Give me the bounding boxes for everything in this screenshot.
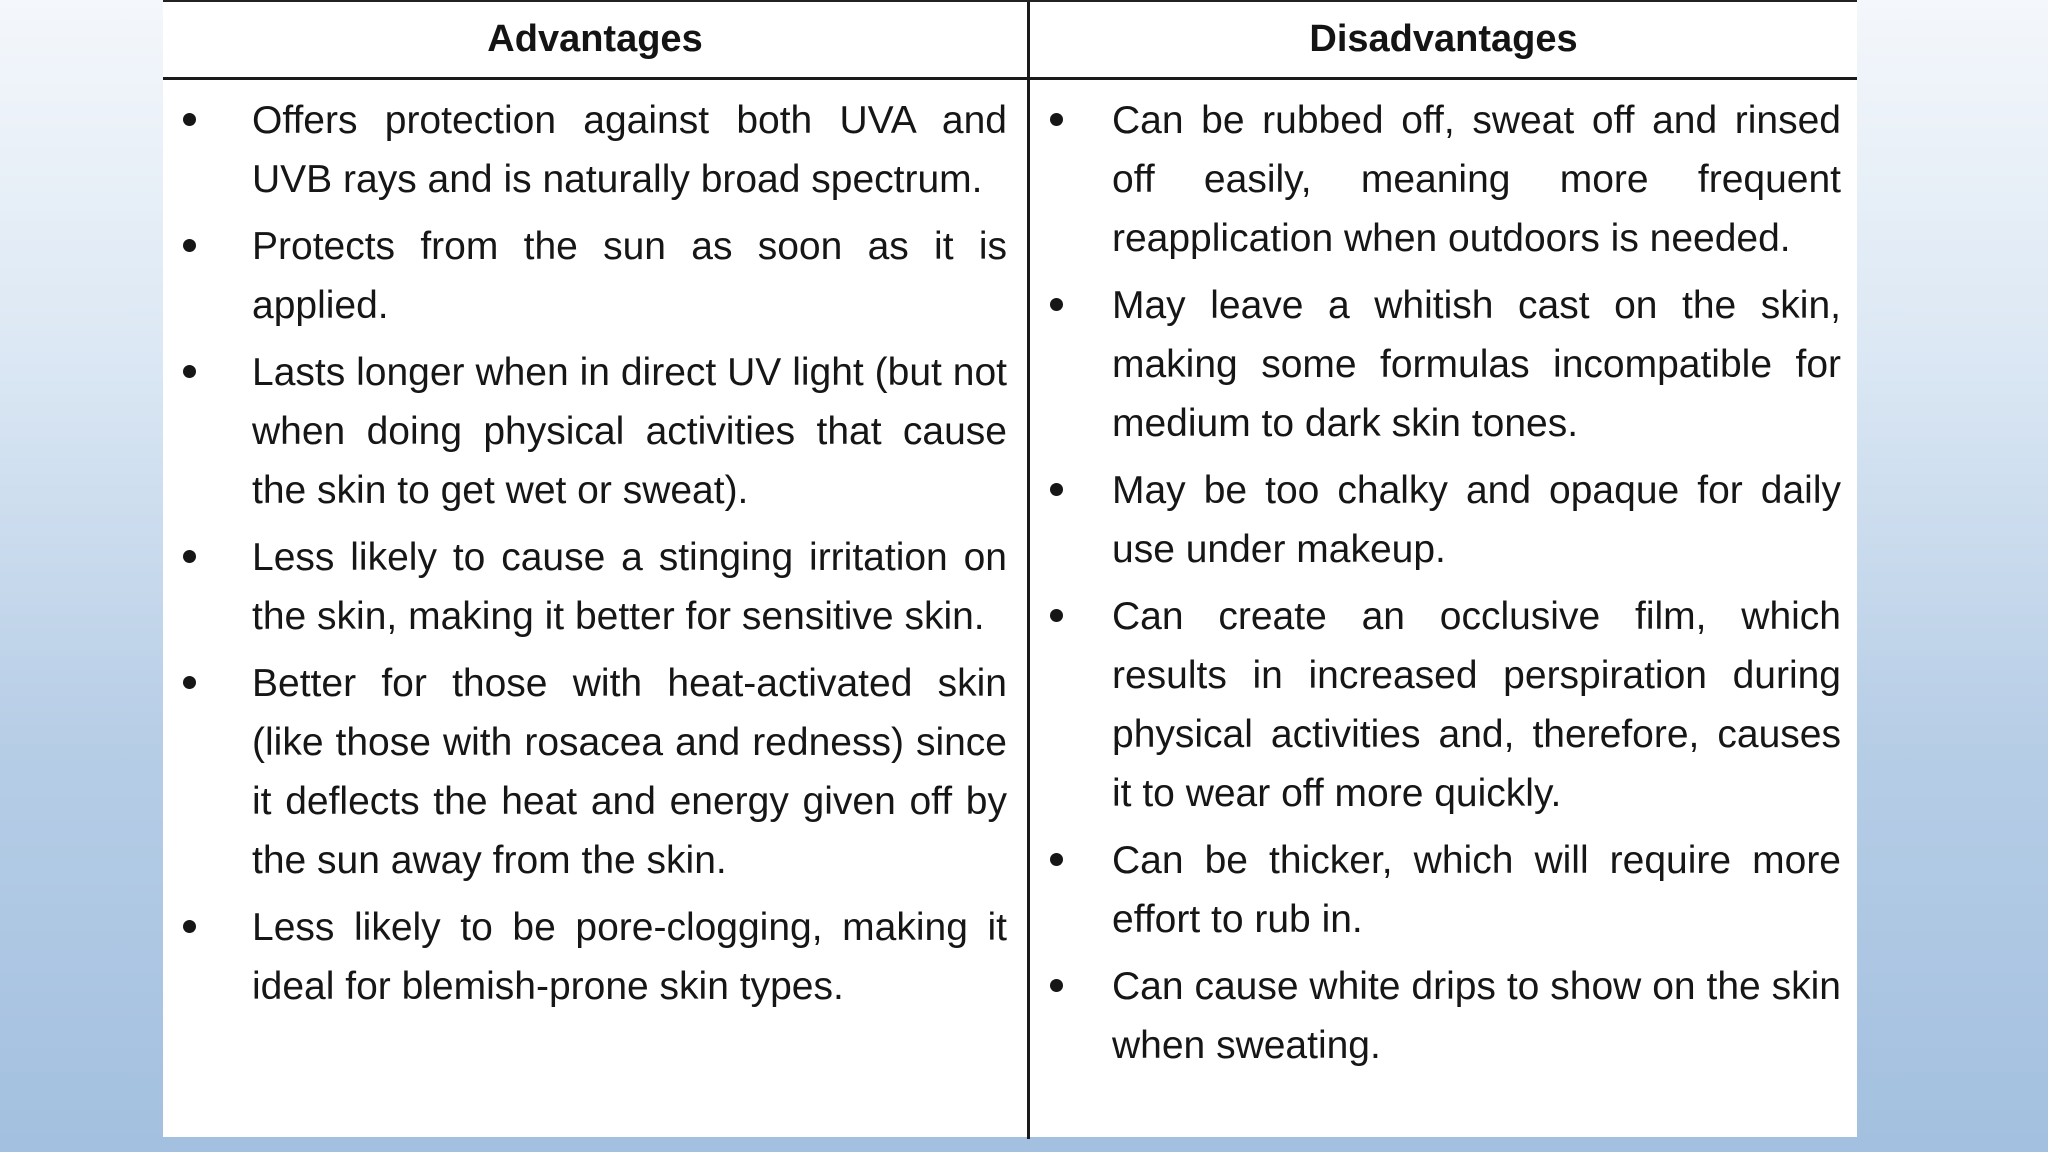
bullet-icon [183,365,196,378]
bullet-icon [1050,853,1063,866]
bullet-icon [1050,298,1063,311]
list-item [1030,957,1857,1075]
disadvantage-text: May leave a whitish cast on the skin, making some formulas incompatible for medium to dark skin tones. [1112,284,1841,445]
list-item [163,528,1027,646]
advantage-text: Offers protection against both UVA and UVB rays and is naturally broad spectrum. [252,99,1007,201]
bullet-icon [1050,483,1063,496]
bullet-icon [183,676,196,689]
list-item [163,217,1027,335]
bullet-icon [183,550,196,563]
bullet-icon [1050,609,1063,622]
list-item [1030,91,1857,268]
bullet-icon [1050,979,1063,992]
bullet-icon [183,920,196,933]
advantages-header: Advantages [487,18,703,60]
list-item [1030,831,1857,949]
advantage-text: Protects from the sun as soon as it is applied. [252,225,1007,327]
disadvantage-text: Can cause white drips to show on the skin when sweating. [1112,965,1841,1067]
disadvantage-text: Can be thicker, which will require more effort to rub in. [1112,839,1841,941]
disadvantage-text: Can be rubbed off, sweat off and rinsed off easily, meaning more frequent reapplication when outdoors is needed. [1112,99,1841,260]
list-item [1030,276,1857,453]
header-divider [163,77,1857,80]
advantage-text: Less likely to be pore-clogging, making it ideal for blemish-prone skin types. [252,906,1007,1008]
advantages-list [163,91,1027,1016]
list-item [163,898,1027,1016]
list-item [163,343,1027,520]
bullet-icon [1050,113,1063,126]
list-item [1030,587,1857,823]
disadvantages-list [1030,91,1857,1075]
disadvantages-header: Disadvantages [1309,18,1578,60]
advantage-text: Better for those with heat-activated skin (like those with rosacea and redness) since it deflects the heat and energy given off by the sun away from the skin. [252,662,1007,882]
list-item [163,91,1027,209]
advantage-text: Lasts longer when in direct UV light (but not when doing physical activities that cause the skin to get wet or sweat). [252,351,1007,512]
advantages-column [163,91,1027,1024]
disadvantage-text: May be too chalky and opaque for daily use under makeup. [1112,469,1841,571]
disadvantages-column [1030,91,1857,1083]
bullet-icon [183,113,196,126]
disadvantage-text: Can create an occlusive film, which results in increased perspiration during physical activities and, therefore, causes it to wear off more quickly. [1112,595,1841,815]
comparison-table [163,0,1857,1137]
list-item [163,654,1027,890]
list-item [1030,461,1857,579]
bullet-icon [183,239,196,252]
advantage-text: Less likely to cause a stinging irritation on the skin, making it better for sensitive skin. [252,536,1007,638]
